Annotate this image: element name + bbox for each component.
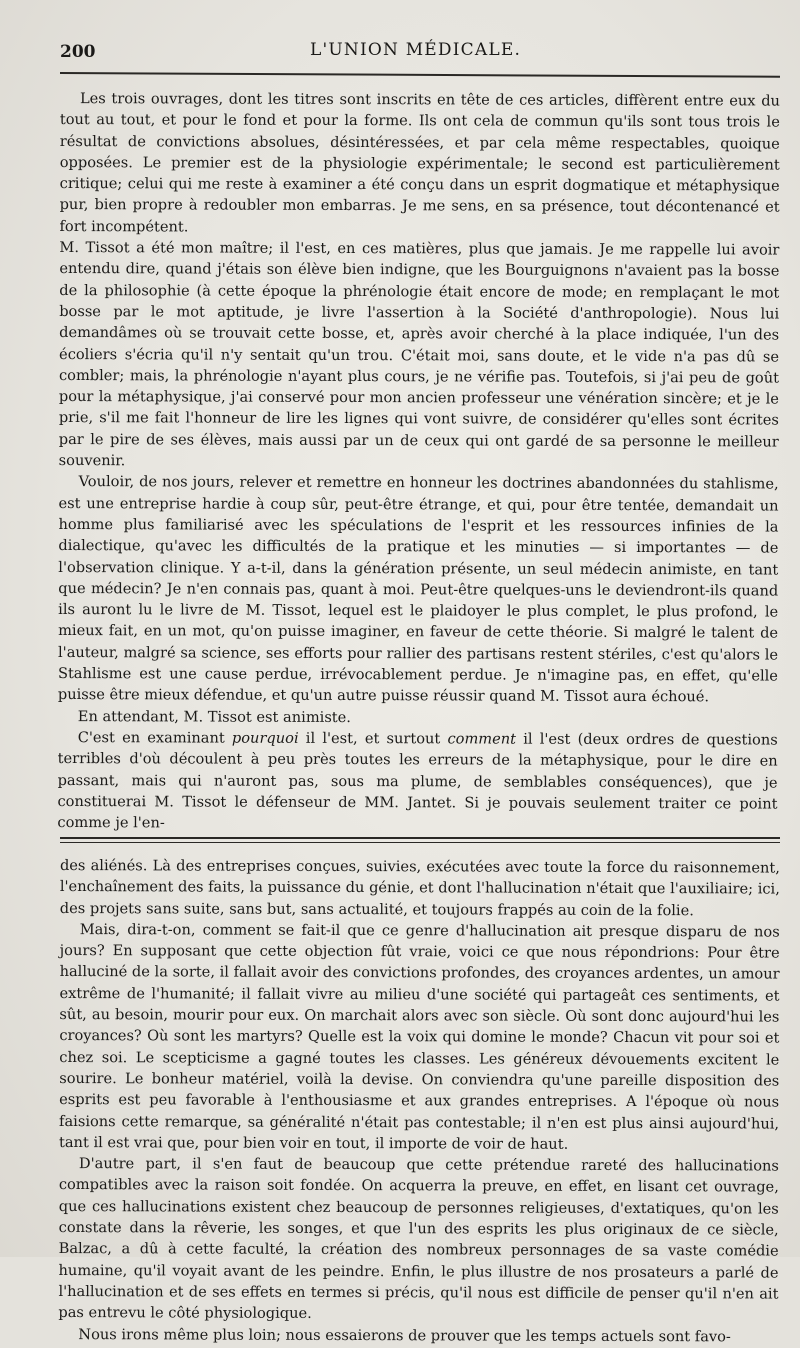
italic-word: pourquoi <box>231 729 299 747</box>
section-separator-rule <box>60 837 780 843</box>
article-top-section <box>57 88 780 836</box>
paragraph: Mais, dira-t-on, comment se fait-il que ce genre d'hallucination ait presque disparu de nos jours? En supposant que cette objection fût vraie, voici ce que nous répondrions: Pour être halluciné de la sorte, il fallait avoir des convictions profondes, des croyances ardentes, un amour extrême de l'humanité; il fallait vivre au milieu d'une société qui partageât ces sentiments, et sût, au besoin, mourir pour eux. On marchait alors avec son siècle. Où sont donc aujourd'hui les croyances? Où sont les martyrs? Quelle est la voix qui domine le monde? Chacun vit pour soi et chez soi. Le scepticisme a gagné toutes les classes. Les généreux dévouements excitent le sourire. Le bonheur matériel, voilà la devise. On conviendra qu'une pareille disposition des esprits est peu favorable à l'enthousiasme et aux grandes entreprises. A l'époque où nous faisions cette remarque, sa généralité n'était pas contestable; il n'en est plus ainsi aujourd'hui, tant il est vrai que, pour bien voir en tout, il importe de voir de haut. <box>58 921 780 1154</box>
paragraph: des aliénés. Là des entreprises conçues, suivies, exécutées avec toute la force du raisonnement, l'enchaînement des faits, la puissance du génie, et dont l'hallucination n'était que l'auxiliaire; ici, des projets sans suite, sans but, sans actualité, et toujours frappés au coin de la folie. <box>59 857 780 920</box>
paragraph: Vouloir, de nos jours, relever et remettre en honneur les doctrines abandonnées du stahlisme, est une entreprise hardie à coup sûr, peut-être étrange, et qui, pour être tentée, demandait un homme plus familiarisé avec les spéculations de l'esprit et les ressources infinies de la dialectique, qu'avec les difficultés de la pratique et les minuties — si importantes — de l'observation clinique. Y a-t-il, dans la génération présente, un seul médecin animiste, en tant que médecin? Je n'en connais pas, quant à moi. Peut-être quelques-uns le deviendront-ils quand ils auront lu le livre de M. Tissot, lequel est le plaidoyer le plus complet, le plus profond, le mieux fait, en un mot, qu'on puisse imaginer, en faveur de cette théorie. Si malgré le talent de l'auteur, malgré sa science, ses efforts pour rallier des partisans restent stériles, c'est qu'alors le Stahlisme est une cause perdue, irrévocablement perdue. Je n'imagine pas, en effet, qu'elle puisse être mieux défendue, et qu'un autre puisse réussir quand M. Tissot aura échoué. <box>57 473 779 706</box>
italic-word: comment <box>447 730 517 748</box>
feuilleton-bottom-section <box>58 855 780 1347</box>
page-number: 200 <box>60 42 96 62</box>
header-rule <box>60 72 780 78</box>
paragraph: Les trois ouvrages, dont les titres sont inscrits en tête de ces articles, diffèrent entre eux du tout au tout, et pour le fond et pour la forme. Ils ont cela de commun qu'ils sont tous trois le résultat de convictions absolues, désintéressées, et par cela même respectables, quoique opposées. Le premier est de la physiologie expérimentale; le second est particulièrement critique; celui qui me reste à examiner a été conçu dans un esprit dogmatique et métaphysique pur, bien propre à redoubler mon embarras. Je me sens, en sa présence, tout décontenancé et fort incompétent. <box>59 90 780 236</box>
paragraph: D'autre part, il s'en faut de beaucoup que cette prétendue rareté des hallucinations compatibles avec la raison soit fondée. On acquerra la preuve, en effet, en lisant cet ouvrage, que ces hallucinations existent chez beaucoup de personnes religieuses, d'extatiques, qu'on les constate dans la rêverie, les songes, et que l'un des esprits les plus originaux de ce siècle, Balzac, a dû à cette faculté, la création des nombreux personnages de sa vaste comédie humaine, qu'il voyait avant de les peindre. Enfin, le plus illustre de nos prosateurs a parlé de l'hallucination et de ses effets en termes si précis, qu'il nous est difficile de penser qu'il n'en ait pas entrevu le côté physiologique. <box>58 1155 779 1323</box>
paragraph <box>57 727 777 836</box>
running-title: L'UNION MÉDICALE. <box>310 40 522 60</box>
paragraph: M. Tissot a été mon maître; il l'est, en ces matières, plus que jamais. Je me rappelle lui avoir entendu dire, quand j'étais son élève bien indigne, que les Bourguignons n'avaient pas la bosse de la philosophie (à cette époque la phrénologie était encore de mode; en remplaçant le mot bosse par le mot aptitude, je livre l'assertion à la Société d'anthropologie). Nous lui demandâmes où se trouvait cette bosse, et, après avoir cherché à la place indiquée, l'un des écoliers s'écria qu'il n'y sentait qu'un trou. C'était moi, sans doute, et le vide n'a pas dû se combler; mais, la phrénologie n'ayant plus cours, je ne vérifie pas. Toutefois, si j'ai peu de goût pour la métaphysique, j'ai conservé pour mon ancien professeur une vénération sincère; et je le prie, s'il me fait l'honneur de lire les lignes qui vont suivre, de considérer qu'elles sont écrites par le pire de ses élèves, mais aussi par un de ceux qui ont gardé de sa personne le meilleur souvenir. <box>58 239 780 470</box>
paragraph: Nous irons même plus loin; nous essaierons de prouver que les temps actuels sont favo- <box>78 1325 731 1346</box>
text-run: il l'est (deux ordres de questions terribles d'où découlent à peu près toutes les erreurs de la métaphysique, pour le dire en passant, mais qui n'auront pas, sous ma plume, de semblables conséquences), que je constituerai M. Tissot le défenseur de MM. Jantet. Si je pouvais seulement traiter ce point comme je l'en- <box>57 730 778 832</box>
page-header <box>60 38 780 64</box>
text-run: il l'est, et surtout <box>298 729 448 748</box>
text-run: C'est en examinant <box>77 728 232 747</box>
paragraph: En attendant, M. Tissot est animiste. <box>77 707 352 726</box>
